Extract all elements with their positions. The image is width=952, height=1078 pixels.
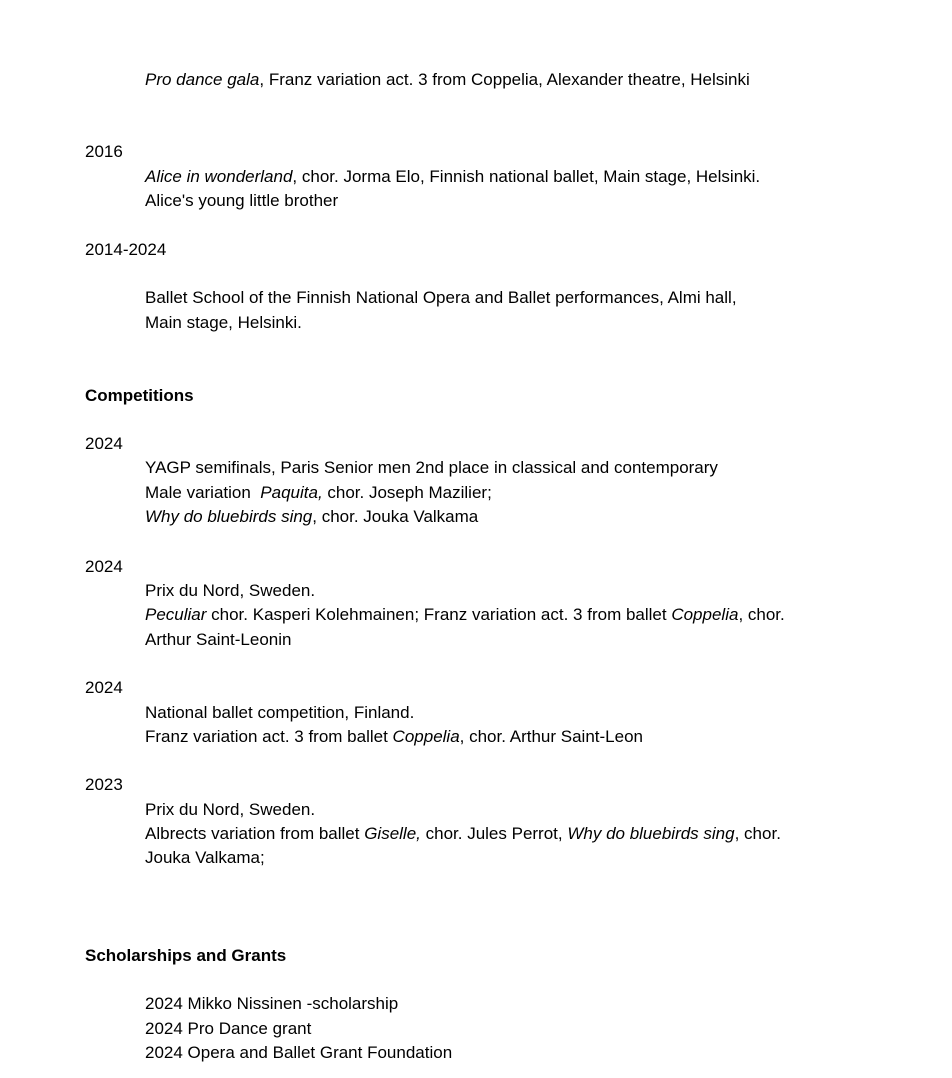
entry-role: Alice's young little brother [145,191,339,210]
entry-text: Franz variation act. 3 from ballet [145,727,393,746]
work-title: Giselle, [364,824,421,843]
section-heading-competitions: Competitions [85,386,194,405]
entry-ballet-school-line2: Main stage, Helsinki. [145,313,302,332]
entry-text: , chor. Jouka Valkama [312,507,479,526]
entry-text: , Franz variation act. 3 from Coppelia, Alexander theatre, Helsinki [259,70,750,89]
year-label: 2016 [85,142,123,161]
entry-text: chor. Jules Perrot, [420,824,568,843]
entry-text: Male variation [145,483,261,502]
scholarship-item: 2024 Opera and Ballet Grant Foundation [145,1043,453,1062]
entry-national-competition-line2 [145,727,643,747]
entry-prix-du-nord-2024-line2 [145,605,785,625]
entry-pro-dance-gala [145,70,750,90]
year-label: 2024 [85,434,123,453]
entry-prix-du-nord-2023-line2 [145,824,781,844]
entry-text: chor. Joseph Mazilier; [322,483,492,502]
entry-yagp-line2 [145,483,492,503]
entry-alice-in-wonderland [145,167,760,187]
entry-text: , chor. Arthur Saint-Leon [459,727,643,746]
entry-text: , chor. [738,605,785,624]
entry-prix-du-nord-2024-line3: Arthur Saint-Leonin [145,630,292,649]
work-title: Paquita, [260,483,323,502]
entry-prix-du-nord-2024-line1: Prix du Nord, Sweden. [145,581,316,600]
entry-text: , chor. Jorma Elo, Finnish national ballet, Main stage, Helsinki. [292,167,761,186]
work-title: Coppelia [671,605,739,624]
scholarship-item: 2024 Pro Dance grant [145,1019,312,1038]
scholarship-item: 2024 Mikko Nissinen -scholarship [145,994,399,1013]
entry-yagp-line3 [145,507,478,527]
entry-text: chor. Kasperi Kolehmainen; Franz variation act. 3 from ballet [206,605,672,624]
work-title: Why do bluebirds sing [567,824,735,843]
section-heading-scholarships: Scholarships and Grants [85,946,287,965]
year-label: 2024 [85,678,123,697]
entry-prix-du-nord-2023-line1: Prix du Nord, Sweden. [145,800,316,819]
entry-yagp-line1: YAGP semifinals, Paris Senior men 2nd place in classical and contemporary [145,458,718,477]
entry-prix-du-nord-2023-line3: Jouka Valkama; [145,848,265,867]
work-title: Why do bluebirds sing [145,507,313,526]
work-title: Pro dance gala [145,70,260,89]
entry-national-competition-line1: National ballet competition, Finland. [145,703,415,722]
entry-text: , chor. [734,824,781,843]
year-label: 2024 [85,557,123,576]
work-title: Peculiar [145,605,207,624]
work-title: Coppelia [392,727,460,746]
year-label: 2014-2024 [85,240,167,259]
entry-ballet-school-line1: Ballet School of the Finnish National Opera and Ballet performances, Almi hall, [145,288,737,307]
entry-text: Albrects variation from ballet [145,824,365,843]
work-title: Alice in wonderland [145,167,293,186]
year-label: 2023 [85,775,123,794]
